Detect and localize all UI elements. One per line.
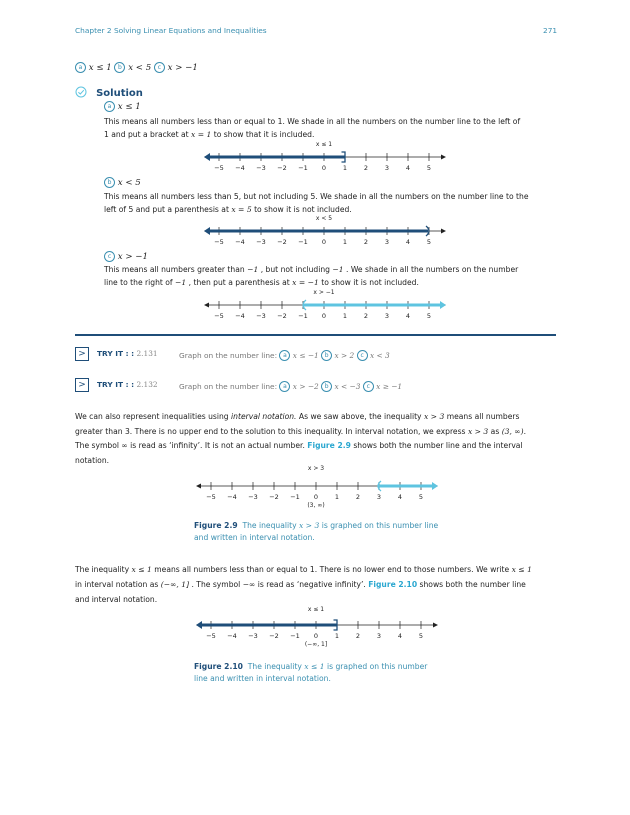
tick-label: 1: [342, 312, 348, 320]
part-b-label: b x < 5: [104, 177, 141, 190]
tick-label: −1: [290, 493, 300, 501]
tick-label: −3: [256, 164, 266, 172]
tick-label: 3: [384, 238, 390, 246]
label-a-icon: a: [75, 62, 86, 73]
tick-label: −3: [248, 493, 258, 501]
paragraph-interval-notation: We can also represent inequalities using interval notation. As we saw above, the inequality x > 3 means all numbers greater than 3. There is no upper end to the solution to this inequality. In interval notation, we express x > 3 as (3, ∞). The symbol ∞ is read as ‘infinity’. It is not an actual number. Figure 2.9 shows both the number line and the interval notation.: [75, 412, 527, 465]
tick-label: 2: [355, 493, 361, 501]
tick-label: 5: [426, 164, 432, 172]
svg-text:x > 3: x > 3: [307, 465, 325, 472]
tick-label: 3: [384, 164, 390, 172]
label-c-icon: c: [104, 251, 115, 262]
tick-label: 4: [397, 493, 403, 501]
tick-label: 4: [405, 312, 411, 320]
tick-label: 0: [321, 164, 327, 172]
tick-label: −1: [298, 238, 308, 246]
tick-label: 1: [342, 164, 348, 172]
tick-label: 2: [363, 164, 369, 172]
tick-label: 3: [384, 312, 390, 320]
tick-label: 5: [418, 493, 424, 501]
exercise-line: a x ≤ 1 b x < 5 c x > −1: [75, 62, 198, 75]
tick-label: −5: [206, 632, 216, 640]
tick-label: 2: [363, 238, 369, 246]
tick-label: 1: [334, 493, 340, 501]
figure-2-9-caption: Figure 2.9 The inequality x > 3 is graphed on this number line and written in interval notation.: [194, 521, 439, 542]
chapter-header: Chapter 2 Solving Linear Equations and Inequalities: [75, 26, 267, 35]
tick-label: −2: [277, 164, 287, 172]
tick-label: −5: [214, 312, 224, 320]
tick-label: −5: [214, 164, 224, 172]
check-circle-icon: [75, 86, 87, 98]
label-b-icon: b: [104, 177, 115, 188]
nl-a-label: x ≤ 1: [315, 141, 333, 148]
tick-label: −4: [235, 238, 245, 246]
tick-label: 4: [405, 238, 411, 246]
number-line-b: [200, 212, 450, 248]
expand-chevron-icon[interactable]: >: [75, 378, 89, 392]
tick-label: 0: [321, 312, 327, 320]
label-b-icon: b: [114, 62, 125, 73]
tick-label: −2: [269, 493, 279, 501]
tick-label: −2: [277, 312, 287, 320]
tick-label: 5: [418, 632, 424, 640]
tick-label: −4: [227, 632, 237, 640]
tick-label: 3: [376, 632, 382, 640]
label-c-icon: c: [154, 62, 165, 73]
tick-label: 0: [313, 632, 319, 640]
figure-2-9-number-line: [192, 462, 442, 512]
part-c-label: c x > −1: [104, 251, 148, 264]
tick-label: −4: [235, 164, 245, 172]
tick-label: 4: [405, 164, 411, 172]
number-line-c: [200, 286, 450, 322]
fig9-interval: (3, ∞): [307, 502, 325, 509]
tick-label: −4: [235, 312, 245, 320]
tick-label: −2: [277, 238, 287, 246]
svg-text:x > −1: x > −1: [313, 289, 335, 296]
svg-text:x < 5: x < 5: [315, 215, 333, 222]
part-a-text: This means all numbers less than or equal to 1. We shade in all the numbers on the number line to the left of 1 and put a bracket at x = 1 to show that it is included.: [104, 117, 521, 139]
part-a-label: a x ≤ 1: [104, 101, 141, 114]
tick-label: −2: [269, 632, 279, 640]
tick-label: 5: [426, 312, 432, 320]
tick-label: −3: [256, 312, 266, 320]
tick-label: −1: [298, 164, 308, 172]
tick-label: −1: [298, 312, 308, 320]
tick-label: −1: [290, 632, 300, 640]
paragraph-negative-infinity: The inequality x ≤ 1 means all numbers less than or equal to 1. There is no lower end to those numbers. We write x ≤ 1 in interval notation as (−∞, 1] . The symbol −∞ is read as ‘negative infinity’. Figure 2.10 shows both the number line and interval notation.: [75, 565, 532, 605]
figure-2-9-link[interactable]: Figure 2.9: [307, 441, 351, 451]
part-c-text: This means all numbers greater than −1 , but not including −1 . We shade in all the numbers on the number line to the right of −1 , then put a parenthesis at x = −1 to show it is not included.: [104, 265, 519, 287]
svg-text:x ≤ 1: x ≤ 1: [307, 606, 325, 613]
tick-label: 1: [334, 632, 340, 640]
tick-label: 3: [376, 493, 382, 501]
solution-heading: Solution: [75, 81, 143, 100]
tick-label: 1: [342, 238, 348, 246]
label-a-icon: a: [104, 101, 115, 112]
number-line-a: [200, 138, 450, 174]
tick-label: −3: [248, 632, 258, 640]
page-number: 271: [543, 26, 558, 35]
tick-label: 0: [321, 238, 327, 246]
part-b-text: This means all numbers less than 5, but not including 5. We shade in all the numbers on the number line to the left of 5 and put a parenthesis at x = 5 to show it is not included.: [104, 192, 529, 214]
tick-label: 4: [397, 632, 403, 640]
section-divider: [75, 334, 556, 336]
tick-label: 2: [363, 312, 369, 320]
figure-2-10-number-line: [192, 603, 442, 653]
tick-label: −3: [256, 238, 266, 246]
figure-2-10-caption: Figure 2.10 The inequality x ≤ 1 is graphed on this number line and written in interval notation.: [194, 662, 428, 683]
tick-label: −4: [227, 493, 237, 501]
fig10-interval: (−∞, 1]: [304, 641, 328, 648]
expand-chevron-icon[interactable]: >: [75, 347, 89, 361]
figure-2-10-link[interactable]: Figure 2.10: [368, 580, 418, 590]
tick-label: 5: [426, 238, 432, 246]
tick-label: 2: [355, 632, 361, 640]
tick-label: 0: [313, 493, 319, 501]
tick-label: −5: [214, 238, 224, 246]
tick-label: −5: [206, 493, 216, 501]
